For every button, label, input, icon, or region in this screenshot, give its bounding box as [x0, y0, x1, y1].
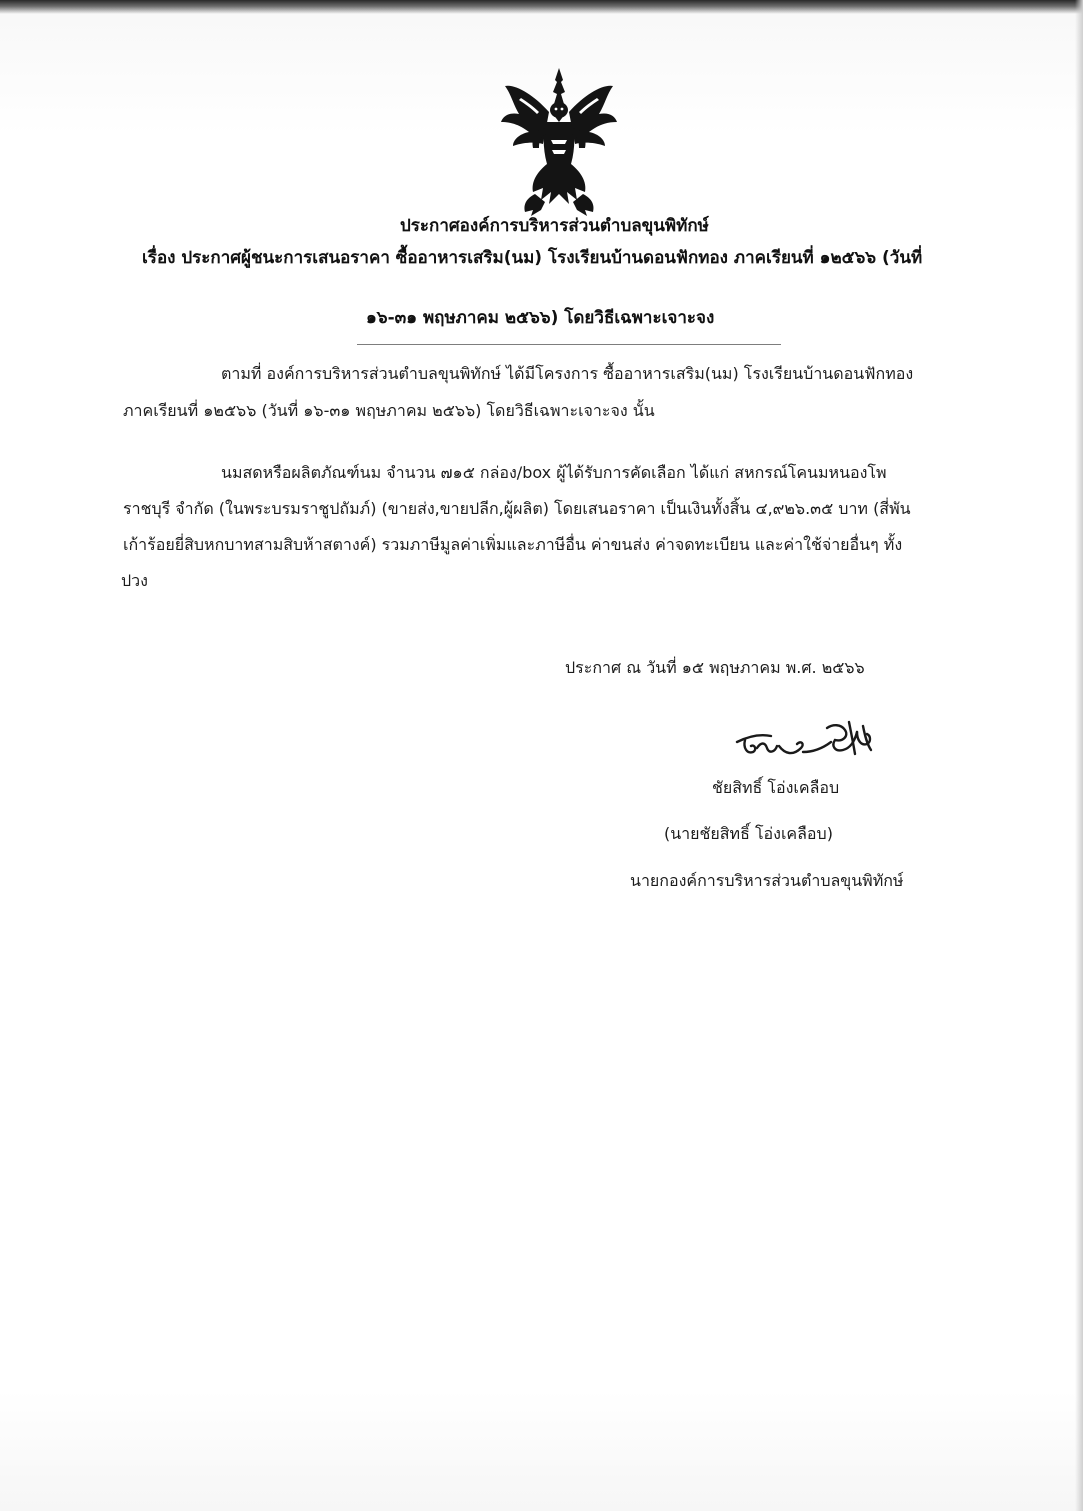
announcement-date: ประกาศ ณ วันที่ ๑๕ พฤษภาคม พ.ศ. ๒๕๖๖: [565, 658, 865, 677]
document-title: ประกาศองค์การบริหารส่วนตำบลขุนพิทักษ์: [400, 216, 709, 236]
signer-name: ชัยสิทธิ์ โอ่งเคลือบ: [712, 778, 840, 797]
heading-divider: [357, 344, 781, 345]
signer-full-name: (นายชัยสิทธิ์ โอ่งเคลือบ): [664, 824, 833, 843]
subject-line-1: เรื่อง ประกาศผู้ชนะการเสนอราคา ซื้ออาหารเสริม(นม) โรงเรียนบ้านดอนฟักทอง ภาคเรียนที่ ๑๒๕๖๖ (วันที่: [142, 248, 923, 268]
subject-line-2: ๑๖-๓๑ พฤษภาคม ๒๕๖๖) โดยวิธีเฉพาะเจาะจง: [366, 308, 715, 328]
signer-position: นายกองค์การบริหารส่วนตำบลขุนพิทักษ์: [630, 871, 904, 890]
body-line-5: เก้าร้อยยี่สิบหกบาทสามสิบห้าสตางค์) รวมภาษีมูลค่าเพิ่มและภาษีอื่น ค่าขนส่ง ค่าจดทะเบียน และค่าใช้จ่ายอื่นๆ ทั้ง: [123, 535, 903, 554]
body-line-3: นมสดหรือผลิตภัณฑ์นม จำนวน ๗๑๕ กล่อง/box ผู้ได้รับการคัดเลือก ได้แก่ สหกรณ์โคนมหนองโพ: [221, 463, 887, 482]
body-line-2: ภาคเรียนที่ ๑๒๕๖๖ (วันที่ ๑๖-๓๑ พฤษภาคม ๒๕๖๖) โดยวิธีเฉพาะเจาะจง นั้น: [123, 401, 655, 420]
body-line-6: ปวง: [121, 571, 148, 590]
handwritten-signature: [731, 718, 883, 770]
scan-right-edge-shadow: [1075, 0, 1083, 1511]
body-line-1: ตามที่ องค์การบริหารส่วนตำบลขุนพิทักษ์ ได้มีโครงการ ซื้ออาหารเสริม(นม) โรงเรียนบ้านดอนฟักทอง: [221, 364, 914, 383]
body-line-4: ราชบุรี จำกัด (ในพระบรมราชูปถัมภ์) (ขายส่ง,ขายปลีก,ผู้ผลิต) โดยเสนอราคา เป็นเงินทั้งสิ้น ๔,๙๒๖.๓๕ บาท (สี่พัน: [123, 499, 911, 518]
garuda-emblem: [497, 64, 621, 220]
scan-top-edge-shadow: [0, 0, 1083, 14]
